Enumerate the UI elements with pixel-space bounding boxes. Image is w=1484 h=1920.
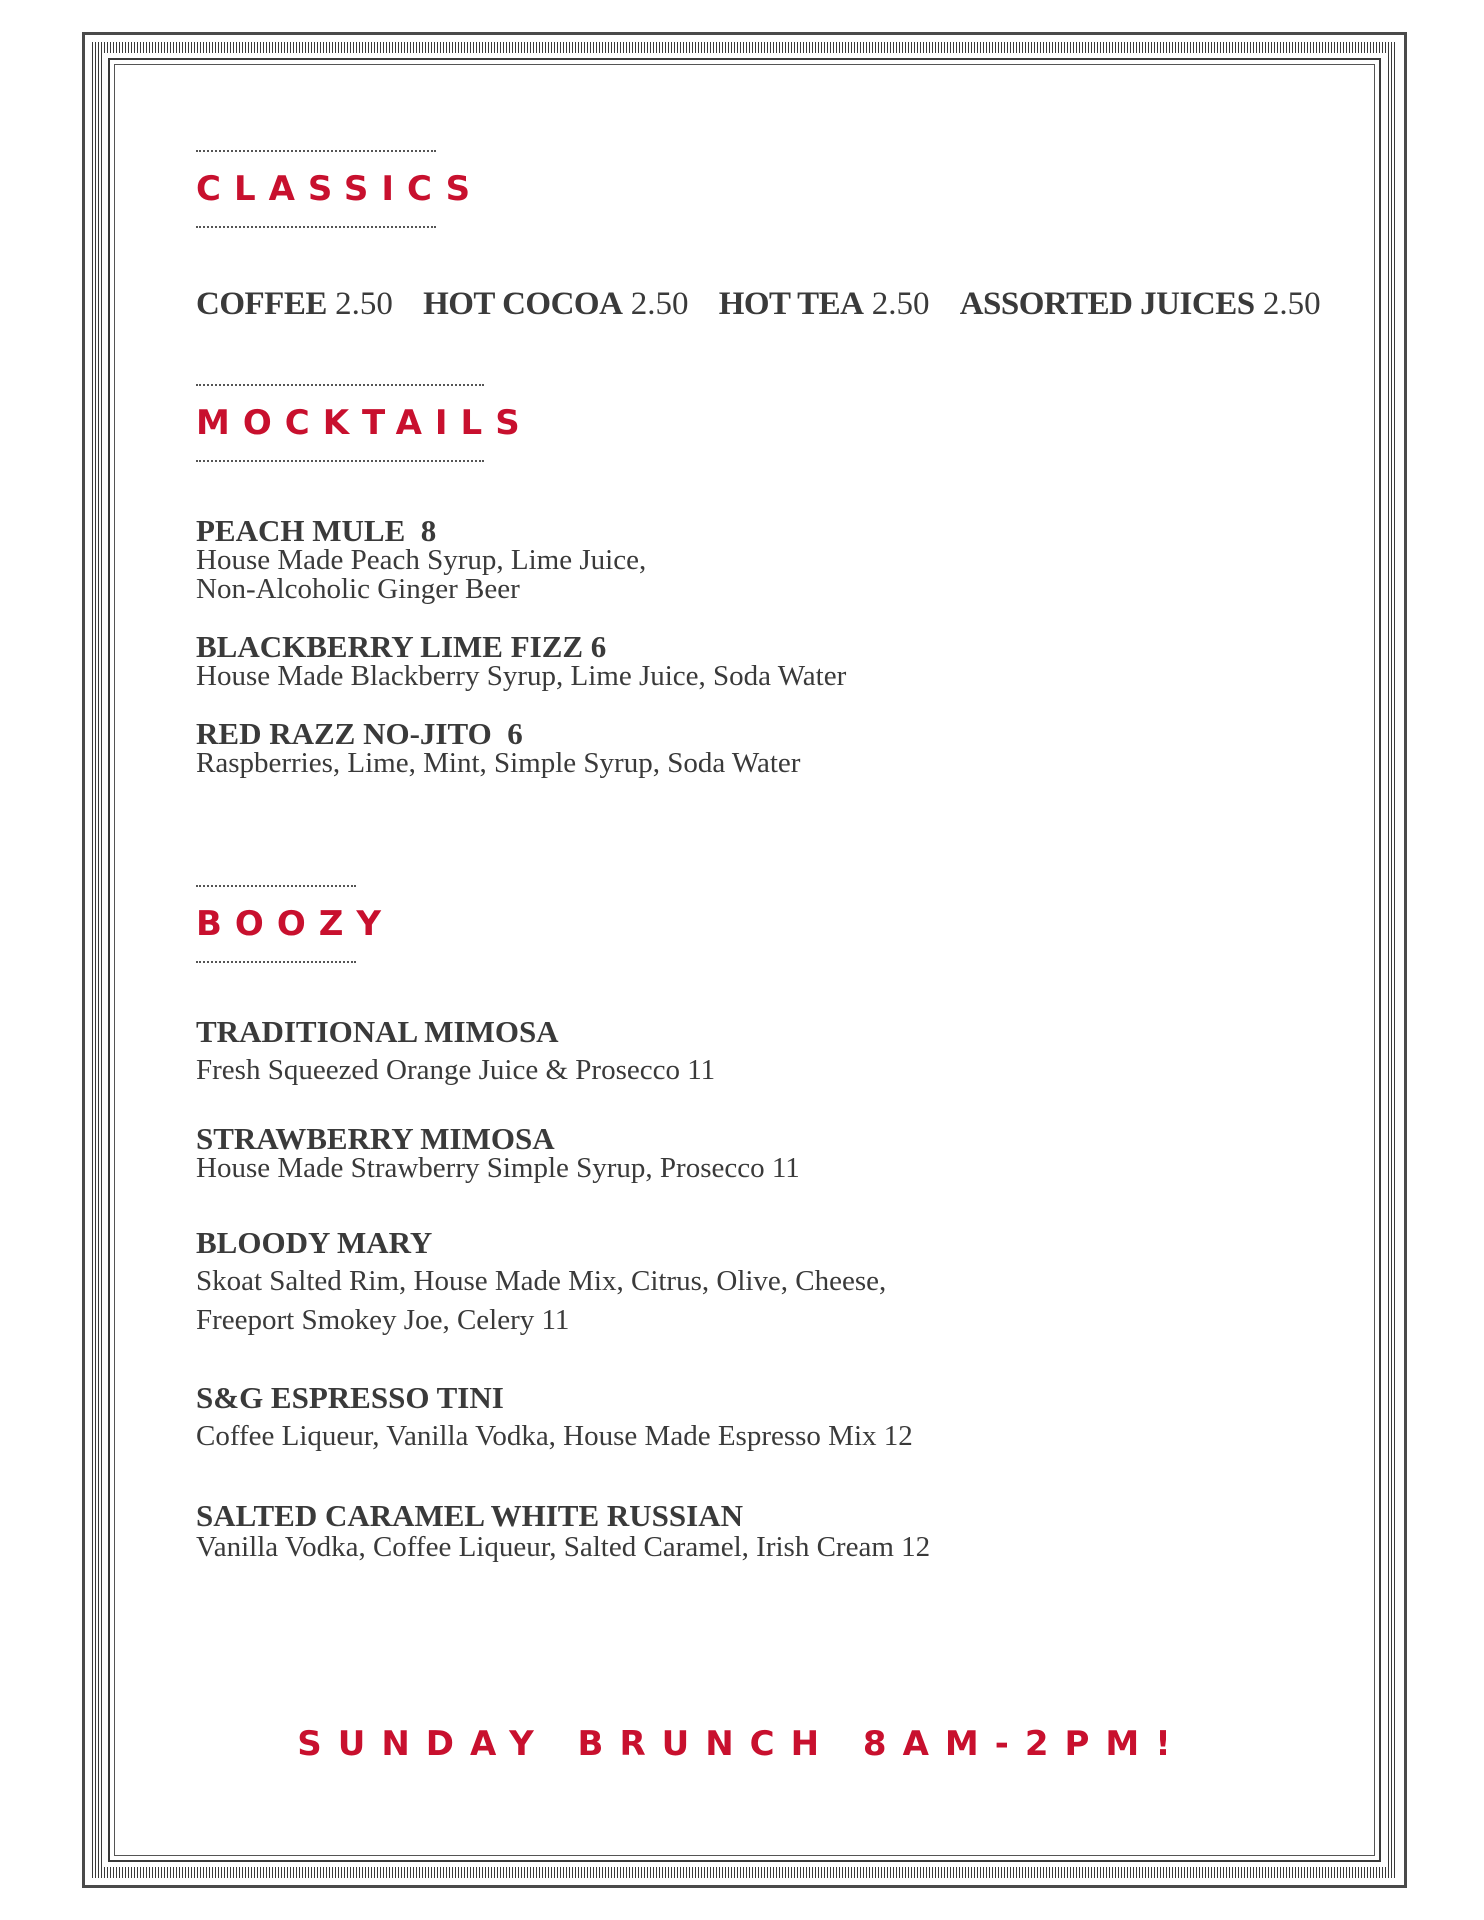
mocktails-title: MOCKTAILS — [196, 403, 533, 443]
item-description: Vanilla Vodka, Coffee Liqueur, Salted Caramel, Irish Cream 12 — [196, 1531, 931, 1563]
item-name: ASSORTED JUICES — [959, 286, 1255, 322]
item-description: Fresh Squeezed Orange Juice & Prosecco 11 — [196, 1054, 716, 1086]
item-name: PEACH MULE — [196, 513, 406, 548]
item-description: House Made Blackberry Syrup, Lime Juice, Soda Water — [196, 660, 847, 692]
item-name: BLOODY MARY — [196, 1225, 433, 1260]
divider-dots — [196, 226, 436, 228]
classics-item — [960, 286, 1321, 323]
item-name: STRAWBERRY MIMOSA — [196, 1121, 555, 1156]
item-name: HOT TEA — [718, 286, 864, 322]
divider-dots — [196, 460, 484, 462]
item-description: Skoat Salted Rim, House Made Mix, Citrus, Olive, Cheese, — [196, 1265, 887, 1297]
item-price: 6 — [590, 629, 607, 664]
boozy-item — [196, 1225, 887, 1340]
mocktail-item — [196, 629, 847, 692]
item-description: Raspberries, Lime, Mint, Simple Syrup, Soda Water — [196, 747, 801, 779]
boozy-title: BOOZY — [196, 904, 394, 944]
boozy-item — [196, 1498, 931, 1563]
classics-title: CLASSICS — [196, 169, 484, 209]
item-price: 8 — [420, 513, 437, 548]
divider-dots — [196, 961, 356, 963]
item-price: 2.50 — [630, 286, 689, 322]
boozy-item — [196, 1121, 800, 1184]
item-description: House Made Peach Syrup, Lime Juice, — [196, 544, 647, 576]
item-price: 6 — [507, 716, 523, 751]
item-name: SALTED CARAMEL WHITE RUSSIAN — [196, 1498, 743, 1533]
classics-list — [196, 286, 1346, 323]
item-description: Non-Alcoholic Ginger Beer — [196, 573, 520, 605]
boozy-item — [196, 1014, 716, 1090]
classics-item — [196, 286, 393, 323]
item-name: S&G ESPRESSO TINI — [196, 1380, 504, 1415]
item-name: TRADITIONAL MIMOSA — [196, 1014, 559, 1049]
item-description: Freeport Smokey Joe, Celery 11 — [196, 1304, 570, 1336]
classics-item — [719, 286, 930, 323]
mocktail-item — [196, 716, 801, 779]
mocktails-header — [196, 384, 533, 462]
item-description: House Made Strawberry Simple Syrup, Prosecco 11 — [196, 1152, 800, 1184]
item-price: 2.50 — [335, 286, 393, 322]
item-name: BLACKBERRY LIME FIZZ — [196, 629, 584, 664]
item-name: RED RAZZ NO-JITO — [196, 716, 492, 751]
mocktail-item — [196, 513, 647, 605]
boozy-item — [196, 1380, 913, 1456]
classics-item — [423, 286, 688, 323]
brunch-hours-banner: SUNDAY BRUNCH 8AM-2PM! — [297, 1724, 1187, 1764]
item-price: 2.50 — [871, 286, 930, 322]
boozy-header — [196, 885, 394, 963]
item-name: HOT COCOA — [423, 286, 623, 322]
item-description: Coffee Liqueur, Vanilla Vodka, House Made Espresso Mix 12 — [196, 1420, 913, 1452]
item-name: COFFEE — [196, 286, 327, 322]
classics-header — [196, 150, 484, 228]
item-price: 2.50 — [1262, 286, 1321, 322]
